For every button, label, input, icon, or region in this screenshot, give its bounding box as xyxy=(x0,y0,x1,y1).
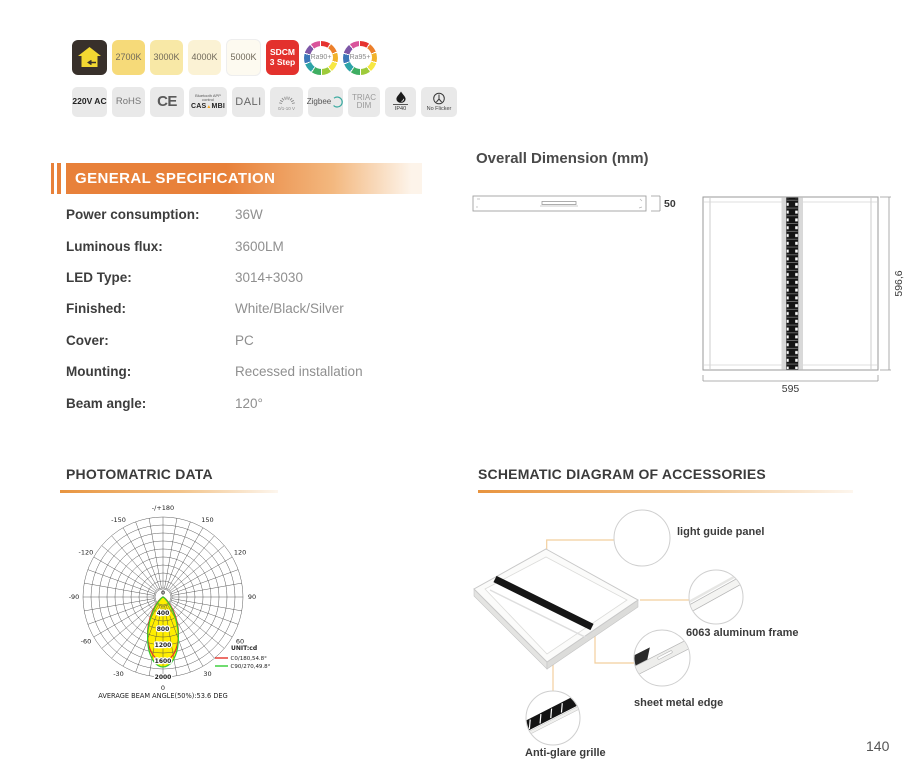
dimmer-dial-icon xyxy=(275,93,299,106)
badge-triac-dim: TRIAC DIM xyxy=(348,87,380,117)
svg-text:30: 30 xyxy=(203,670,212,679)
spec-row-cover: Cover: PC xyxy=(66,332,254,348)
badge-rohs: RoHS xyxy=(112,87,145,117)
svg-text:120: 120 xyxy=(233,548,247,557)
svg-text:60: 60 xyxy=(235,637,245,646)
schematic-title: SCHEMATIC DIAGRAM OF ACCESSORIES xyxy=(478,466,766,482)
label-sheet-metal-edge: sheet metal edge xyxy=(634,697,724,709)
svg-text:-/+180: -/+180 xyxy=(151,504,175,512)
svg-text:800: 800 xyxy=(156,626,170,633)
callout-sheet-metal-edge xyxy=(627,630,693,686)
spec-row-mounting: Mounting: Recessed installation xyxy=(66,364,363,380)
svg-text:C0/180,54.8°: C0/180,54.8° xyxy=(230,656,267,662)
spec-row-beam-angle: Beam angle: 120° xyxy=(66,395,263,411)
badge-ra95 xyxy=(343,41,377,75)
overall-dimension-title: Overall Dimension (mm) xyxy=(476,150,649,167)
badge-4000k: 4000K xyxy=(188,40,221,75)
zigbee-swirl-icon xyxy=(332,95,344,109)
general-specification-title: GENERAL SPECIFICATION xyxy=(75,170,276,187)
header-accent-stripe xyxy=(57,163,61,194)
svg-text:-150: -150 xyxy=(111,515,126,524)
svg-text:1200: 1200 xyxy=(154,642,172,649)
label-light-guide-panel: light guide panel xyxy=(677,526,765,538)
front-view xyxy=(703,197,905,395)
label-anti-glare-grille: Anti-glare grille xyxy=(525,747,606,759)
label-aluminum-frame: 6063 aluminum frame xyxy=(686,627,799,639)
svg-text:0: 0 xyxy=(161,590,165,597)
house-icon xyxy=(76,44,103,71)
badge-casambi: Bluetooth APP control CAS▲MBI xyxy=(189,87,227,117)
grille-side-band xyxy=(798,198,803,369)
svg-text:C90/270,49.8°: C90/270,49.8° xyxy=(230,664,271,670)
spec-row-power: Power consumption: 36W xyxy=(66,207,263,223)
spec-row-flux: Luminous flux: 3600LM xyxy=(66,238,284,254)
callout-aluminum-frame xyxy=(683,570,744,624)
ra95-label: Ra95+ xyxy=(349,46,372,69)
spec-row-led-type: LED Type: 3014+3030 xyxy=(66,269,303,285)
spec-row-finished: Finished: White/Black/Silver xyxy=(66,301,344,317)
badge-sdcm-3step: SDCM 3 Step xyxy=(266,40,299,75)
ra90-label: Ra90+ xyxy=(310,46,333,69)
svg-text:150: 150 xyxy=(201,515,214,524)
dimension-drawing xyxy=(470,185,918,410)
badge-ra90 xyxy=(304,41,338,75)
panel-illustration xyxy=(474,549,638,669)
svg-text:AVERAGE BEAM ANGLE(50%):53.6 D: AVERAGE BEAM ANGLE(50%):53.6 DEG xyxy=(98,692,228,700)
badge-ip40: IP40 xyxy=(385,87,416,117)
svg-text:400: 400 xyxy=(156,610,170,617)
front-height-dim: 596,6 xyxy=(893,270,905,297)
photometric-title: PHOTOMATRIC DATA xyxy=(66,466,213,482)
casambi-triangle-icon: ▲ xyxy=(206,103,212,110)
side-height-dim: 50 xyxy=(664,198,676,210)
photometric-underline xyxy=(60,490,278,493)
grille-side-band xyxy=(782,198,787,369)
badge-5000k: 5000K xyxy=(226,39,261,76)
grille-strip xyxy=(787,198,799,369)
badge-ce xyxy=(150,87,184,117)
badge-2700k: 2700K xyxy=(112,40,145,75)
side-view xyxy=(473,196,676,211)
water-drop-icon xyxy=(393,91,409,103)
casambi-logo: CAS▲MBI xyxy=(191,102,225,110)
badge-220v-ac: 220V AC xyxy=(72,87,107,117)
specification-table xyxy=(66,199,416,419)
svg-text:1600: 1600 xyxy=(154,658,172,665)
feature-badges-row xyxy=(72,40,377,75)
badge-3000k: 3000K xyxy=(150,40,183,75)
no-flicker-icon xyxy=(432,92,446,105)
page-number: 140 xyxy=(866,738,890,754)
svg-text:0: 0 xyxy=(160,684,166,692)
badge-dali: DALI xyxy=(232,87,265,117)
general-specification-header xyxy=(66,163,422,194)
svg-text:-60: -60 xyxy=(80,637,92,646)
header-accent-stripe xyxy=(51,163,54,194)
svg-text:UNIT:cd: UNIT:cd xyxy=(231,645,258,652)
callout-light-guide-panel xyxy=(614,510,670,566)
callout-anti-glare-grille xyxy=(520,691,583,745)
certification-badges-row xyxy=(72,87,457,117)
polar-chart xyxy=(55,498,295,706)
badge-no-flicker: No Flicker xyxy=(421,87,457,117)
svg-text:-30: -30 xyxy=(113,670,124,679)
schematic-underline xyxy=(478,490,853,493)
badge-zigbee: Zigbee xyxy=(308,87,343,117)
ce-icon: CE xyxy=(157,92,177,110)
svg-text:-120: -120 xyxy=(78,548,94,557)
badge-0-10v-dim: 0/1-10 V xyxy=(270,87,303,117)
svg-text:2000: 2000 xyxy=(154,674,172,681)
smart-home-badge xyxy=(72,40,107,75)
front-width-dim: 595 xyxy=(781,383,800,395)
svg-text:90: 90 xyxy=(247,593,257,601)
svg-text:-90: -90 xyxy=(68,593,80,601)
